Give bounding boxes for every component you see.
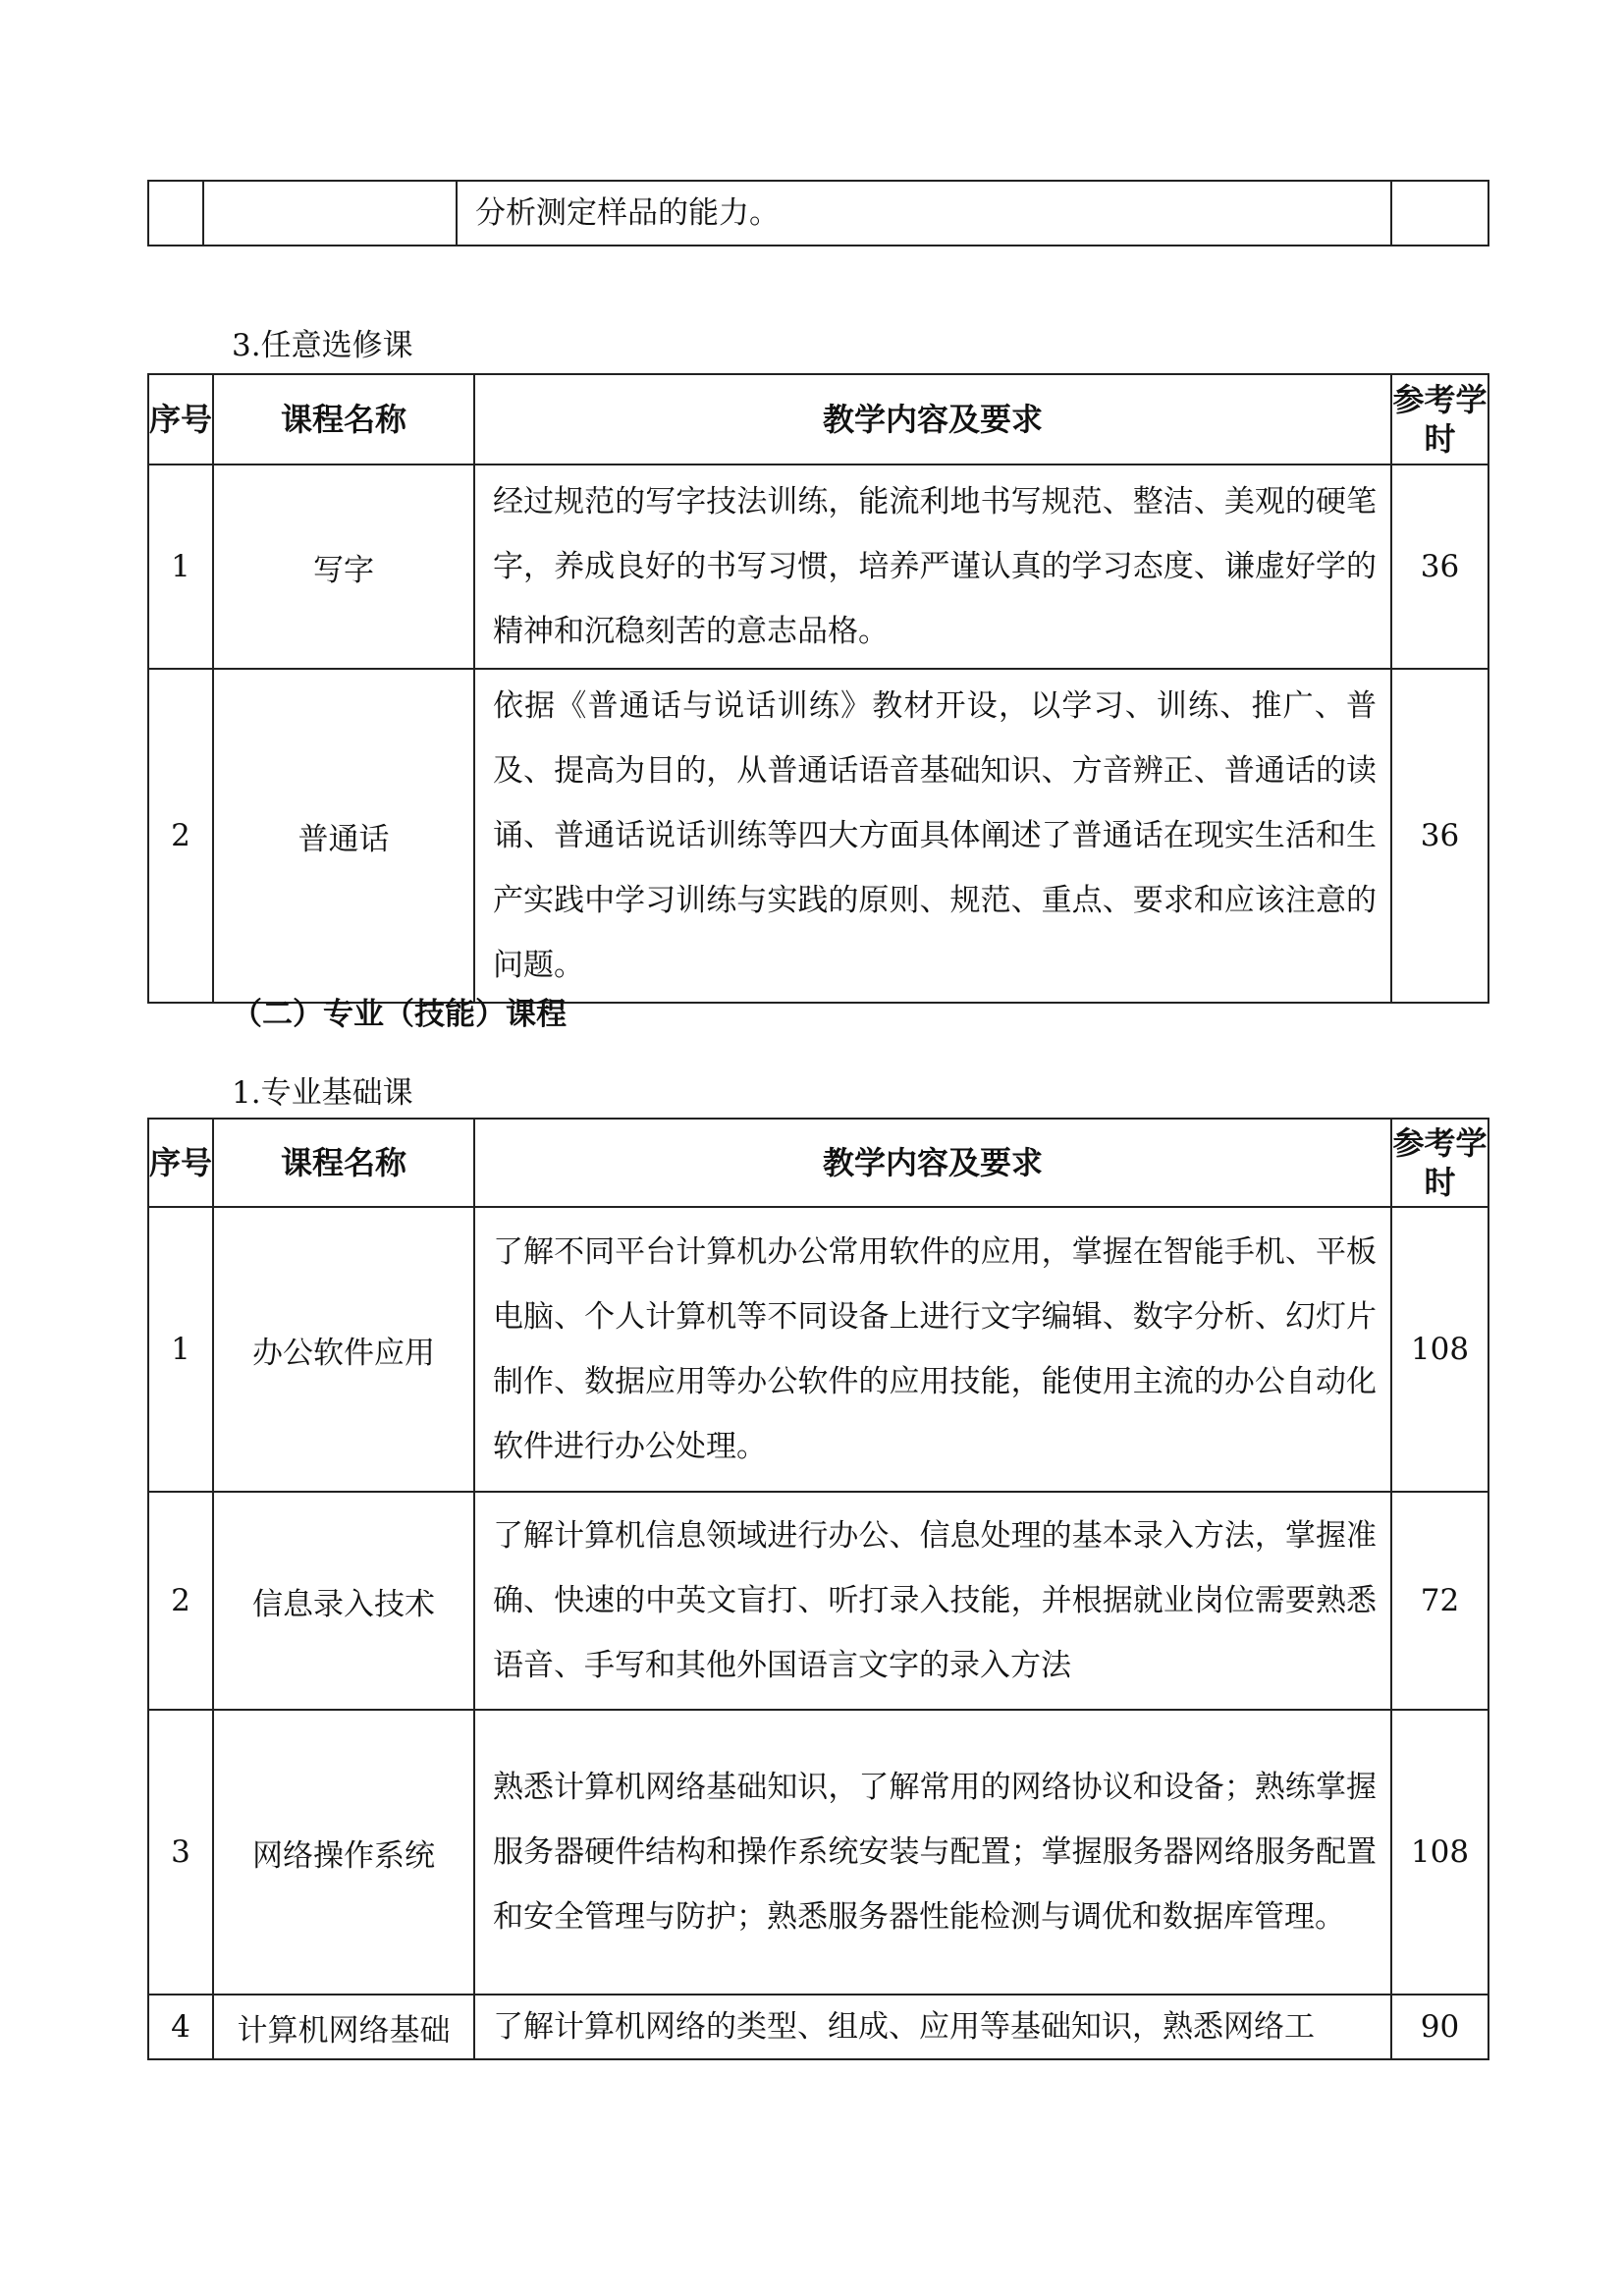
row-name: 计算机网络基础 — [213, 1995, 474, 2059]
section-title-basic: 1.专业基础课 — [232, 1075, 413, 1111]
row-hours: 36 — [1391, 669, 1488, 1003]
row-num: 1 — [148, 465, 213, 669]
row-content: 了解计算机信息领域进行办公、信息处理的基本录入方法，掌握准确、快速的中英文盲打、听打录入技能，并根据就业岗位需要熟悉语音、手写和其他外国语言文字的录入方法 — [474, 1492, 1391, 1710]
header-name: 课程名称 — [213, 1119, 474, 1207]
table-row — [148, 181, 1488, 246]
header-hours: 参考学时 — [1391, 1119, 1488, 1207]
row-content: 了解不同平台计算机办公常用软件的应用，掌握在智能手机、平板电脑、个人计算机等不同设备上进行文字编辑、数字分析、幻灯片制作、数据应用等办公软件的应用技能，能使用主流的办公自动化软件进行办公处理。 — [474, 1207, 1391, 1492]
empty-cell — [1391, 181, 1488, 246]
row-content: 依据《普通话与说话训练》教材开设，以学习、训练、推广、普及、提高为目的，从普通话语音基础知识、方音辨正、普通话的读诵、普通话说话训练等四大方面具体阐述了普通话在现实生活和生产实践中学习训练与实践的原则、规范、重点、要求和应该注意的问题。 — [474, 669, 1391, 1003]
table-header-row — [148, 1119, 1488, 1207]
table-row — [148, 465, 1488, 669]
header-hours: 参考学时 — [1391, 374, 1488, 465]
section-title-professional: （二）专业（技能）课程 — [232, 997, 567, 1032]
row-num: 1 — [148, 1207, 213, 1492]
elective-course-table — [147, 373, 1489, 1004]
row-num: 4 — [148, 1995, 213, 2059]
row-content: 熟悉计算机网络基础知识，了解常用的网络协议和设备；熟练掌握服务器硬件结构和操作系统安装与配置；掌握服务器网络服务配置和安全管理与防护；熟悉服务器性能检测与调优和数据库管理。 — [474, 1710, 1391, 1995]
row-num: 2 — [148, 669, 213, 1003]
header-content: 教学内容及要求 — [474, 374, 1391, 465]
row-hours: 108 — [1391, 1710, 1488, 1995]
header-num: 序号 — [148, 1119, 213, 1207]
header-name: 课程名称 — [213, 374, 474, 465]
row-hours: 108 — [1391, 1207, 1488, 1492]
top-continuation-table — [147, 180, 1489, 246]
row-content: 分析测定样品的能力。 — [457, 181, 1391, 246]
row-hours: 36 — [1391, 465, 1488, 669]
row-name: 网络操作系统 — [213, 1710, 474, 1995]
row-name: 写字 — [213, 465, 474, 669]
header-num: 序号 — [148, 374, 213, 465]
table-row — [148, 1995, 1488, 2059]
header-content: 教学内容及要求 — [474, 1119, 1391, 1207]
row-hours: 72 — [1391, 1492, 1488, 1710]
table-row — [148, 1492, 1488, 1710]
row-hours: 90 — [1391, 1995, 1488, 2059]
table-row — [148, 1207, 1488, 1492]
table-row — [148, 1710, 1488, 1995]
row-content: 经过规范的写字技法训练，能流利地书写规范、整洁、美观的硬笔字，养成良好的书写习惯，培养严谨认真的学习态度、谦虚好学的精神和沉稳刻苦的意志品格。 — [474, 465, 1391, 669]
table-row — [148, 669, 1488, 1003]
table-header-row — [148, 374, 1488, 465]
row-content: 了解计算机网络的类型、组成、应用等基础知识，熟悉网络工 — [474, 1995, 1391, 2059]
row-num: 3 — [148, 1710, 213, 1995]
empty-cell — [148, 181, 203, 246]
row-name: 普通话 — [213, 669, 474, 1003]
row-name: 办公软件应用 — [213, 1207, 474, 1492]
basic-course-table — [147, 1118, 1489, 2060]
section-title-elective: 3.任意选修课 — [232, 328, 413, 363]
row-name: 信息录入技术 — [213, 1492, 474, 1710]
empty-cell — [203, 181, 457, 246]
row-num: 2 — [148, 1492, 213, 1710]
